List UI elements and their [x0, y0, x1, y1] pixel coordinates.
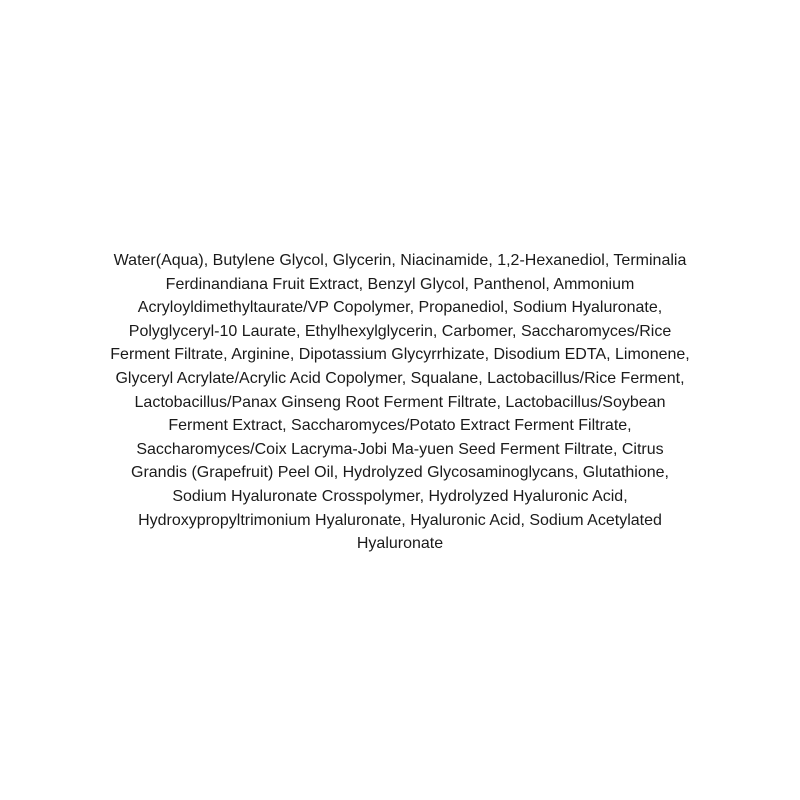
ingredients-line: Glyceryl Acrylate/Acrylic Acid Copolymer, Squalane, Lactobacillus/Rice Ferment, — [115, 369, 685, 387]
ingredients-line: Ferment Filtrate, Arginine, Dipotassium Glycyrrhizate, Disodium EDTA, Limonene, — [110, 346, 690, 364]
ingredients-line: Hyaluronate — [356, 535, 444, 553]
ingredients-line: Water(Aqua), Butylene Glycol, Glycerin, Niacinamide, 1,2-Hexanediol, Terminalia — [113, 252, 687, 269]
ingredients-line: Acryloyldimethyltaurate/VP Copolymer, Propanediol, Sodium Hyaluronate, — [137, 299, 663, 317]
ingredients-line: Polyglyceryl-10 Laurate, Ethylhexylglycerin, Carbomer, Saccharomyces/Rice — [128, 322, 672, 340]
ingredients-line: Hydroxypropyltrimonium Hyaluronate, Hyaluronic Acid, Sodium Acetylated — [138, 511, 662, 529]
ingredients-line: Grandis (Grapefruit) Peel Oil, Hydrolyzed Glycosaminoglycans, Glutathione, — [131, 464, 669, 482]
ingredients-line: Ferdinandiana Fruit Extract, Benzyl Glycol, Panthenol, Ammonium — [165, 275, 635, 293]
ingredients-line: Saccharomyces/Coix Lacryma-Jobi Ma-yuen Seed Ferment Filtrate, Citrus — [136, 440, 664, 458]
ingredients-line: Ferment Extract, Saccharomyces/Potato Extract Ferment Filtrate, — [168, 417, 632, 435]
ingredients-line: Lactobacillus/Panax Ginseng Root Ferment Filtrate, Lactobacillus/Soybean — [134, 393, 666, 411]
ingredients-line: Sodium Hyaluronate Crosspolymer, Hydrolyzed Hyaluronic Acid, — [172, 487, 628, 505]
ingredients-list — [70, 249, 730, 556]
